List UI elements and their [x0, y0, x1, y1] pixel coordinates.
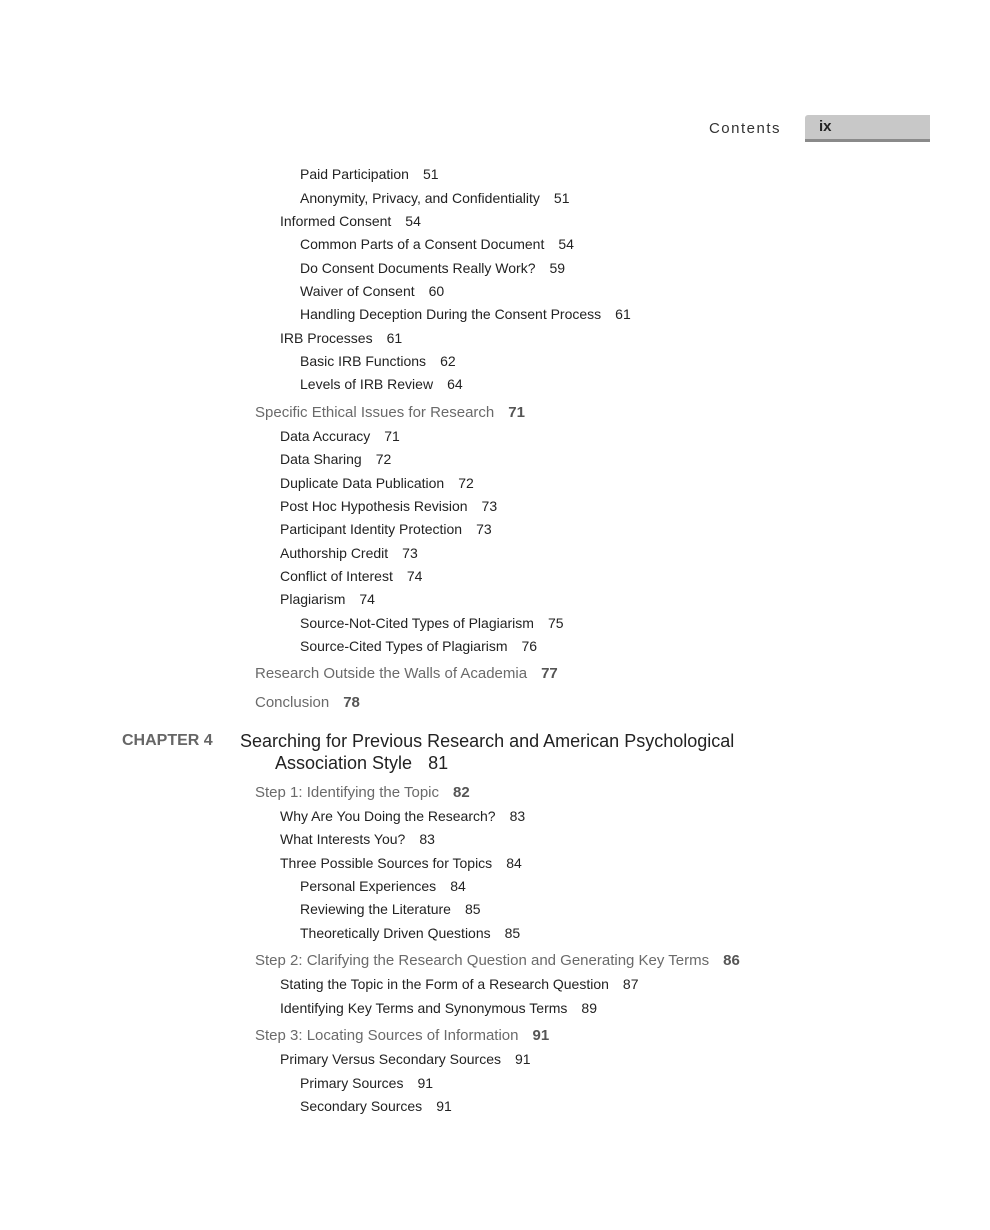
toc-entry-page: 61 — [386, 330, 403, 346]
toc-entry-page: 54 — [405, 213, 421, 229]
toc-entry[interactable] — [300, 236, 574, 252]
toc-entry[interactable] — [280, 521, 492, 537]
toc-entry[interactable] — [300, 260, 565, 276]
toc-entry[interactable] — [280, 1000, 597, 1016]
toc-entry[interactable] — [300, 901, 481, 917]
toc-entry[interactable] — [300, 925, 520, 941]
toc-entry-title: Source-Cited Types of Plagiarism — [300, 638, 508, 654]
toc-entry[interactable] — [280, 545, 418, 561]
running-head — [0, 114, 990, 144]
toc-entry-title: Data Sharing — [280, 451, 362, 467]
toc-entry-title: Personal Experiences — [300, 878, 437, 894]
toc-entry-title: Research Outside the Walls of Academia — [255, 665, 528, 682]
toc-entry-title: Participant Identity Protection — [280, 521, 463, 537]
toc-entry-title: Conclusion — [255, 694, 330, 711]
toc-entry[interactable] — [280, 831, 435, 847]
page-number-tab — [805, 115, 930, 142]
toc-entry-page: 83 — [419, 831, 435, 847]
toc-entry-title: Stating the Topic in the Form of a Research Question — [280, 976, 609, 992]
toc-entry-title: Handling Deception During the Consent Process — [300, 306, 602, 322]
toc-entry[interactable] — [280, 213, 421, 229]
toc-entry-page: 75 — [547, 615, 564, 631]
toc-entry[interactable] — [300, 283, 444, 299]
toc-entry[interactable] — [300, 306, 631, 322]
toc-entry-title: Data Accuracy — [280, 428, 371, 444]
toc-entry[interactable] — [300, 353, 456, 369]
toc-entry-title: Post Hoc Hypothesis Revision — [280, 498, 468, 514]
toc-entry-title: Step 2: Clarifying the Research Question and Generating Key Terms — [255, 952, 710, 969]
toc-entry[interactable] — [280, 855, 522, 871]
toc-entry[interactable] — [300, 615, 564, 631]
toc-entry-page: 59 — [549, 260, 566, 276]
toc-entry-page: 85 — [504, 925, 521, 941]
toc-entry-title: Authorship Credit — [280, 545, 389, 561]
toc-entry-title: Why Are You Doing the Research? — [280, 808, 496, 824]
toc-entry-title: Source-Not-Cited Types of Plagiarism — [300, 615, 534, 631]
toc-entry-title: Do Consent Documents Really Work? — [300, 260, 536, 276]
toc-entry-page: 84 — [450, 878, 466, 894]
toc-entry-page: 73 — [402, 545, 418, 561]
toc-entry[interactable] — [300, 190, 570, 206]
chapter-page: 81 — [428, 753, 449, 773]
toc-section-heading[interactable] — [255, 784, 470, 801]
toc-entry-page: 83 — [509, 808, 526, 824]
toc-entry-title: Informed Consent — [280, 213, 392, 229]
toc-entry-title: Theoretically Driven Questions — [300, 925, 491, 941]
toc-entry-title: Reviewing the Literature — [300, 901, 451, 917]
toc-entry-page: 60 — [428, 283, 445, 299]
toc-section-heading[interactable] — [255, 404, 525, 421]
toc-entry-page: 51 — [422, 166, 439, 182]
chapter-title-text: Association Style — [275, 753, 413, 773]
toc-entry-title: Paid Participation — [300, 166, 409, 182]
toc-entry-page: 89 — [581, 1000, 597, 1016]
toc-section-heading[interactable] — [255, 1027, 549, 1044]
toc-entry[interactable] — [280, 451, 391, 467]
toc-entry-title: Plagiarism — [280, 591, 346, 607]
toc-entry-page: 91 — [436, 1098, 452, 1114]
toc-entry-page: 74 — [359, 591, 375, 607]
toc-entry-page: 62 — [440, 353, 456, 369]
toc-entry-page: 72 — [375, 451, 392, 467]
toc-entry-page: 71 — [508, 404, 525, 421]
chapter-title-line1: Searching for Previous Research and American Psychological — [240, 731, 735, 751]
toc-entry[interactable] — [280, 475, 474, 491]
toc-entry-title: Step 3: Locating Sources of Information — [255, 1027, 519, 1044]
running-head-label: Contents — [708, 120, 781, 137]
toc-entry-title: Primary Versus Secondary Sources — [280, 1051, 501, 1067]
toc-entry-page: 91 — [532, 1027, 550, 1044]
toc-entry-title: Conflict of Interest — [280, 568, 393, 584]
toc-entry-page: 91 — [514, 1051, 531, 1067]
toc-entry-page: 87 — [622, 976, 639, 992]
toc-entry[interactable] — [300, 376, 463, 392]
toc-entry-page: 54 — [558, 236, 574, 252]
toc-entry-page: 82 — [453, 784, 470, 801]
page-number: ix — [819, 118, 832, 135]
toc-entry[interactable] — [280, 498, 497, 514]
toc-entry-page: 71 — [384, 428, 400, 444]
toc-entry-title: Three Possible Sources for Topics — [280, 855, 493, 871]
toc-entry-title: What Interests You? — [280, 831, 406, 847]
toc-entry-page: 51 — [553, 190, 570, 206]
toc-entry[interactable] — [300, 166, 439, 182]
toc-entry-title: Specific Ethical Issues for Research — [255, 404, 495, 421]
toc-entry-page: 78 — [343, 694, 360, 711]
toc-entry-title: Primary Sources — [300, 1075, 404, 1091]
chapter-label: CHAPTER 4 — [122, 732, 213, 749]
toc-entry-title: Common Parts of a Consent Document — [300, 236, 545, 252]
toc-entry-title: IRB Processes — [280, 330, 373, 346]
toc-section-heading[interactable] — [255, 665, 558, 682]
toc-entry-page: 73 — [476, 521, 492, 537]
toc-entry[interactable] — [280, 976, 639, 992]
toc-entry-page: 64 — [447, 376, 463, 392]
toc-entry[interactable] — [280, 568, 422, 584]
toc-entry-page: 61 — [615, 306, 631, 322]
toc-entry[interactable] — [300, 1075, 433, 1091]
toc-entry-page: 85 — [464, 901, 481, 917]
toc-entry-page: 73 — [481, 498, 498, 514]
toc-entry-page: 76 — [521, 638, 538, 654]
toc-entry-page: 86 — [723, 952, 740, 969]
toc-entry[interactable] — [280, 330, 402, 346]
toc-entry[interactable] — [280, 808, 525, 824]
toc-entry[interactable] — [300, 878, 466, 894]
chapter-title-line2 — [240, 752, 800, 774]
toc-entry[interactable] — [280, 1051, 531, 1067]
toc-entry-page: 77 — [541, 665, 558, 682]
toc-entry-title: Duplicate Data Publication — [280, 475, 445, 491]
toc-entry-title: Secondary Sources — [300, 1098, 423, 1114]
toc-entry-page: 91 — [417, 1075, 434, 1091]
toc-entry-page: 84 — [506, 855, 522, 871]
toc-entry-page: 74 — [406, 568, 423, 584]
toc-entry-title: Waiver of Consent — [300, 283, 415, 299]
toc-entry[interactable] — [300, 1098, 452, 1114]
toc-section-heading[interactable] — [255, 952, 740, 969]
toc-entry-title: Anonymity, Privacy, and Confidentiality — [300, 190, 540, 206]
toc-entry[interactable] — [300, 638, 537, 654]
toc-entry-title: Identifying Key Terms and Synonymous Terms — [280, 1000, 568, 1016]
toc-section-heading[interactable] — [255, 694, 360, 711]
toc-entry-title: Step 1: Identifying the Topic — [255, 784, 440, 801]
toc-entry[interactable] — [280, 428, 400, 444]
toc-entry-page: 72 — [458, 475, 474, 491]
toc-entry[interactable] — [280, 591, 375, 607]
chapter-title[interactable] — [240, 730, 800, 774]
toc-entry-title: Basic IRB Functions — [300, 353, 427, 369]
toc-entry-title: Levels of IRB Review — [300, 376, 434, 392]
